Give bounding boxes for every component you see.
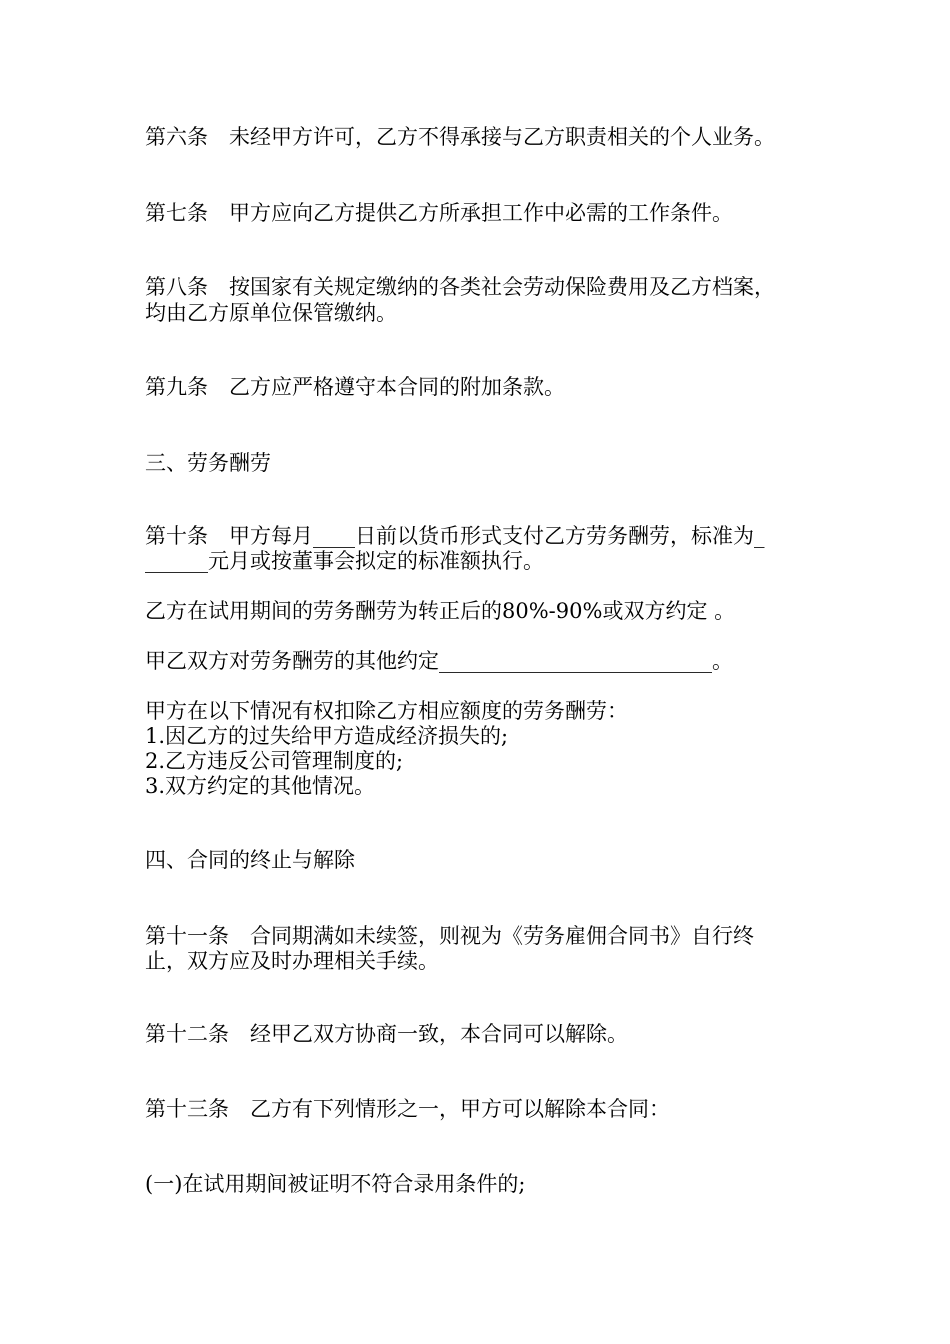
article-10-line-1: 第十条 甲方每月____日前以货币形式支付乙方劳务酬劳，标准为_ — [145, 524, 765, 548]
article-9: 第九条 乙方应严格遵守本合同的附加条款。 — [145, 375, 565, 399]
other-pay-agreement: 甲乙双方对劳务酬劳的其他约定__________________________。 — [145, 649, 733, 673]
article-11-line-2: 止，双方应及时办理相关手续。 — [145, 949, 439, 973]
section-4-heading: 四、合同的终止与解除 — [145, 848, 355, 872]
article-13: 第十三条 乙方有下列情形之一，甲方可以解除本合同： — [145, 1097, 670, 1121]
article-7: 第七条 甲方应向乙方提供乙方所承担工作中必需的工作条件。 — [145, 201, 733, 225]
probation-pay-clause: 乙方在试用期间的劳务酬劳为转正后的80%-90%或双方约定 。 — [145, 599, 736, 623]
deduction-item-3: 3.双方约定的其他情况。 — [145, 774, 376, 798]
deduction-item-1: 1.因乙方的过失给甲方造成经济损失的; — [145, 724, 509, 748]
article-12: 第十二条 经甲乙双方协商一致，本合同可以解除。 — [145, 1022, 628, 1046]
article-8-line-2: 均由乙方原单位保管缴纳。 — [145, 301, 397, 325]
article-11-line-1: 第十一条 合同期满如未续签，则视为《劳务雇佣合同书》自行终 — [145, 924, 754, 948]
article-13-item-1: (一)在试用期间被证明不符合录用条件的; — [145, 1172, 526, 1196]
article-10-line-2: ______元月或按董事会拟定的标准额执行。 — [145, 549, 544, 573]
deduction-item-2: 2.乙方违反公司管理制度的; — [145, 749, 404, 773]
section-3-heading: 三、劳务酬劳 — [145, 451, 271, 475]
article-6: 第六条 未经甲方许可，乙方不得承接与乙方职责相关的个人业务。 — [145, 125, 775, 149]
article-8-line-1: 第八条 按国家有关规定缴纳的各类社会劳动保险费用及乙方档案， — [145, 275, 775, 299]
deduction-intro: 甲方在以下情况有权扣除乙方相应额度的劳务酬劳： — [145, 699, 628, 723]
